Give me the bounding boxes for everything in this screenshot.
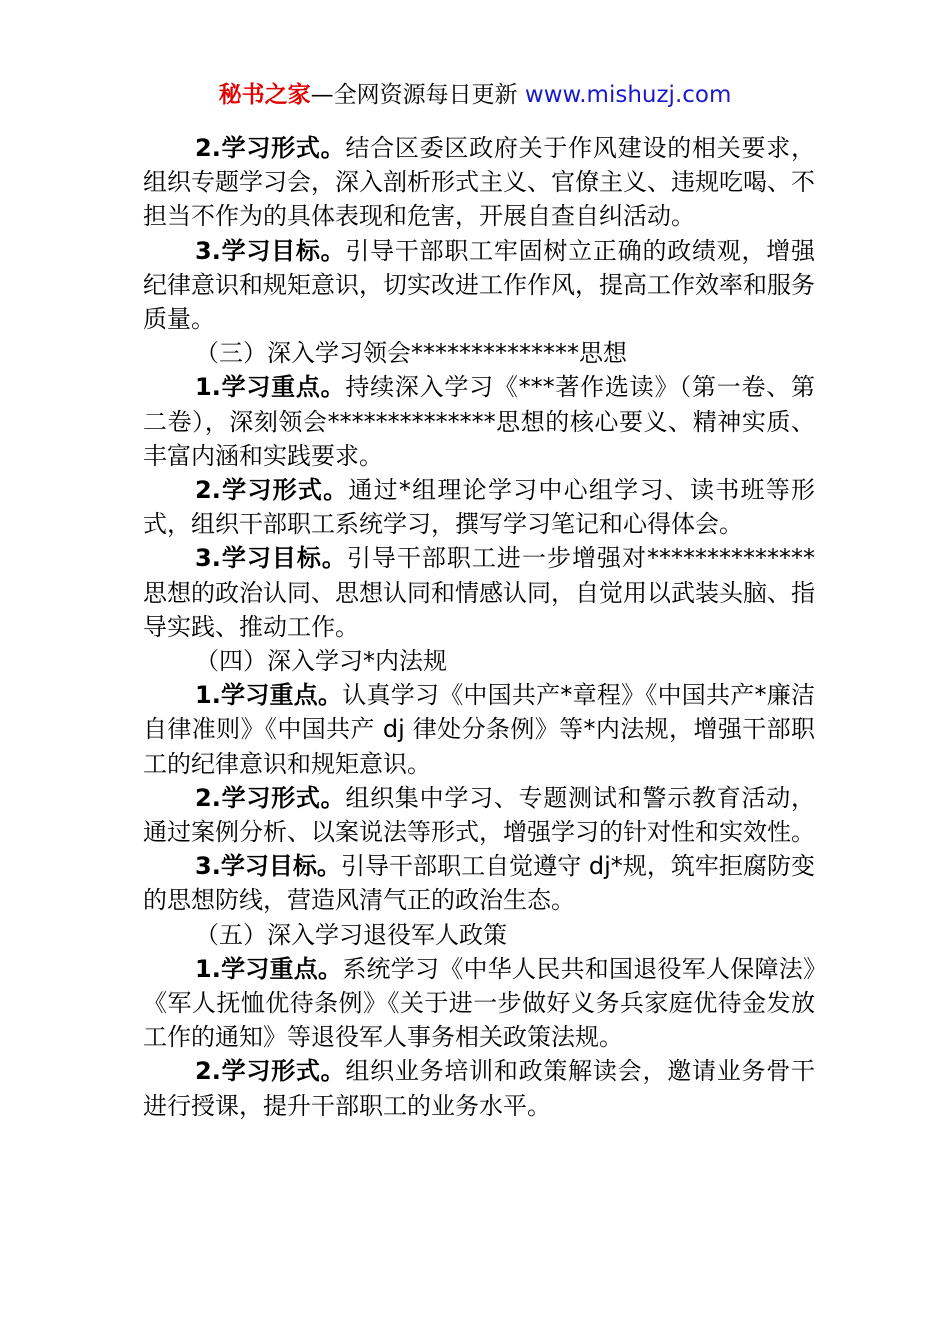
paragraph [143,849,815,917]
paragraph [143,541,815,644]
item-text: 引导干部职工牢固树立正确的政绩观，增强纪律意识和规矩意识，切实改进工作作风，提高工作效率和服务质量。 [143,236,815,334]
paragraph [143,781,815,849]
item-label: 2.学习形式。 [195,1057,346,1086]
item-text: 认真学习《中国共产*章程》《中国共产*廉洁自律准则》《中国共产 dj 律处分条例》等*内法规，增强干部职工的纪律意识和规矩意识。 [143,681,815,778]
paragraph [143,952,815,1055]
paragraph [143,1054,815,1122]
paragraph [143,234,815,337]
brand-name: 秘书之家 [218,82,311,108]
section-heading: （四）深入学习*内法规 [195,647,447,676]
paragraph [143,473,815,541]
item-label: 1.学习重点。 [195,954,343,983]
section-heading: （五）深入学习退役军人政策 [195,920,507,949]
site-url-link[interactable]: www.mishuzj.com [524,82,732,108]
item-text: 结合区委区政府关于作风建设的相关要求，组织专题学习会，深入剖析形式主义、官僚主义、违规吃喝、不担当不作为的具体表现和危害，开展自查自纠活动。 [143,134,815,231]
item-label: 3.学习目标。 [195,852,341,881]
item-text: 组织业务培训和政策解读会，邀请业务骨干进行授课，提升干部职工的业务水平。 [143,1057,815,1120]
item-text: 持续深入学习《***著作选读》（第一卷、第二卷），深刻领会**************思想的核心要义、精神实质、丰富内涵和实践要求。 [143,373,815,470]
section-heading: （三）深入学习领会**************思想 [195,339,627,368]
item-label: 1.学习重点。 [195,373,346,402]
item-text: 引导干部职工进一步增强对**************思想的政治认同、思想认同和情感认同，自觉用以武装头脑、指导实践、推动工作。 [143,544,815,641]
item-text: 组织集中学习、专题测试和警示教育活动，通过案例分析、以案说法等形式，增强学习的针对性和实效性。 [143,783,815,847]
item-text: 引导干部职工自觉遵守 dj*规，筑牢拒腐防变的思想防线，营造风清气正的政治生态。 [143,852,816,915]
item-label: 2.学习形式。 [195,134,346,162]
item-label: 2.学习形式。 [195,783,346,812]
item-label: 1.学习重点。 [195,681,343,710]
paragraph [143,678,815,781]
document-body [143,131,815,1123]
item-label: 3.学习目标。 [195,236,346,265]
header-tagline: —全网资源每日更新 [310,82,525,108]
paragraph [143,370,815,473]
site-header [0,80,950,110]
paragraph [143,131,815,234]
item-text: 通过*组理论学习中心组学习、读书班等形式，组织干部职工系统学习，撰写学习笔记和心得体会。 [143,476,815,539]
item-label: 3.学习目标。 [195,544,347,573]
item-label: 2.学习形式。 [195,476,349,505]
item-text: 系统学习《中华人民共和国退役军人保障法》《军人抚恤优待条例》《关于进一步做好义务兵家庭优待金发放工作的通知》等退役军人事务相关政策法规。 [143,954,816,1052]
